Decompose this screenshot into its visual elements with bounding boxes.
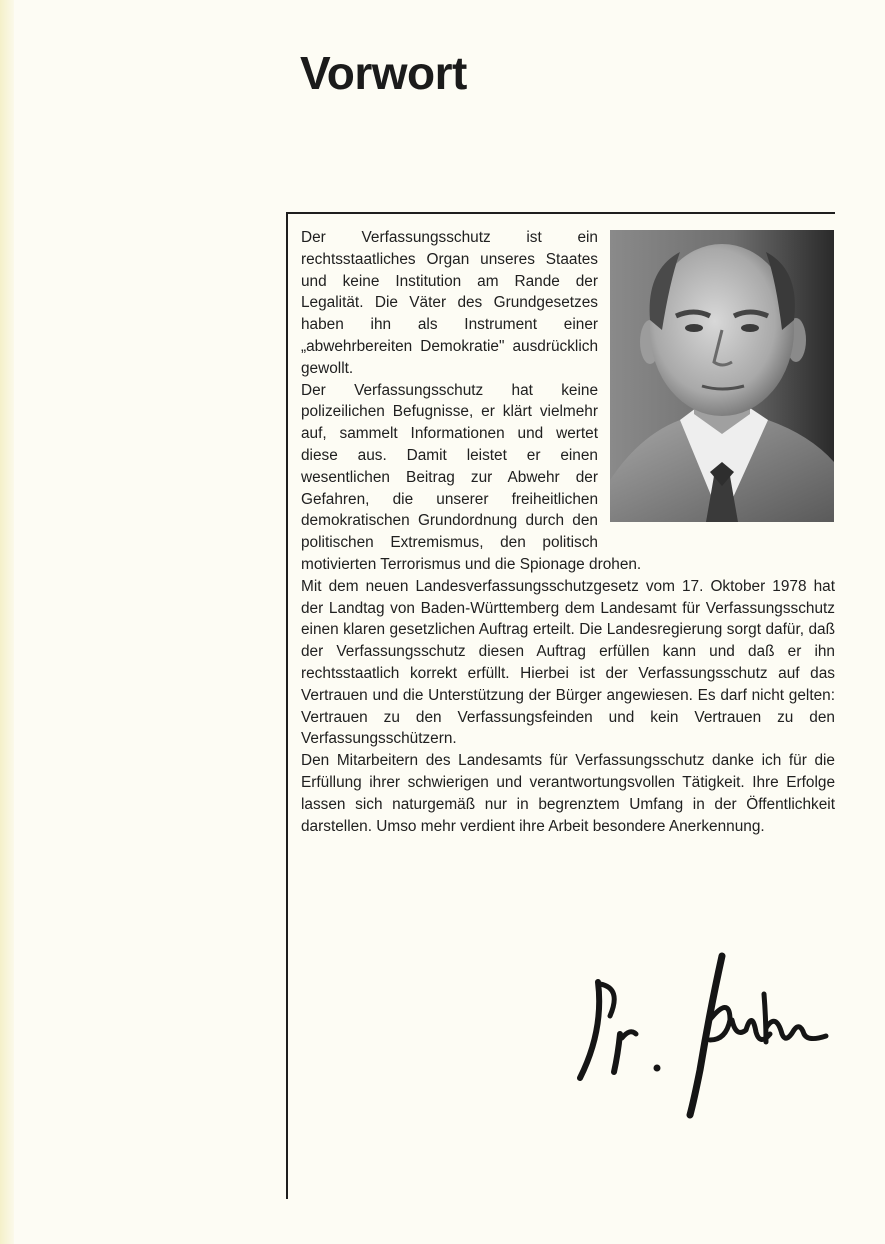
page-title: Vorwort bbox=[300, 47, 467, 99]
foreword-paragraph-2: Der Verfassungsschutz hat keine polizeilichen Befugnisse, er klärt vielmehr auf, sammelt Informationen und wertet diese aus. Damit leistet er einen wesentlichen Beitrag zur Abwehr der Gefahren, die unserer freiheitlichen demokratischen Grundordnung durch den politischen Extremismus, den politisch motivierten Terrorismus und die Spionage drohen. bbox=[301, 381, 642, 573]
left-rule bbox=[286, 212, 288, 1199]
foreword-paragraph-3: Mit dem neuen Landesverfassungsschutzgesetz vom 17. Oktober 1978 hat der Landtag von Baden-Württemberg dem Landesamt für Verfassungsschutz einen klaren gesetzlichen Auftrag erteilt. Die Landesregierung sorgt dafür, daß der Verfassungsschutz diesen Auftrag erfüllen kann und daß er ihn rechtsstaatlich korrekt erfüllt. Hierbei ist der Verfassungsschutz auf das Vertrauen und die Unterstützung der Bürger angewiesen. Es darf nicht gelten: Vertrauen zu den Verfassungsfeinden und kein Vertrauen zu den Verfassungsschützern. bbox=[301, 577, 835, 748]
foreword-paragraph-4: Den Mitarbeitern des Landesamts für Verfassungsschutz danke ich für die Erfüllung ihrer schwierigen und verantwortungsvollen Tätigkeit. Ihre Erfolge lassen sich naturgemäß nur in begrenztem Umfang in der Öffentlichkeit darstellen. Umso mehr verdient ihre Arbeit besondere Anerkennung. bbox=[301, 752, 835, 835]
foreword-text bbox=[301, 227, 835, 837]
photo-wrap-spacer bbox=[598, 227, 835, 547]
page-edge-tint bbox=[0, 0, 14, 1244]
handwritten-signature bbox=[560, 950, 840, 1130]
top-rule bbox=[286, 212, 835, 214]
foreword-paragraph-1: Der Verfassungsschutz ist ein rechtsstaatliches Organ unseres Staates und keine Institution am Rande der Legalität. Die Väter des Grundgesetzes haben ihn als Instrument einer „abwehrbereiten Demokratie" ausdrücklich gewollt. bbox=[301, 229, 598, 377]
